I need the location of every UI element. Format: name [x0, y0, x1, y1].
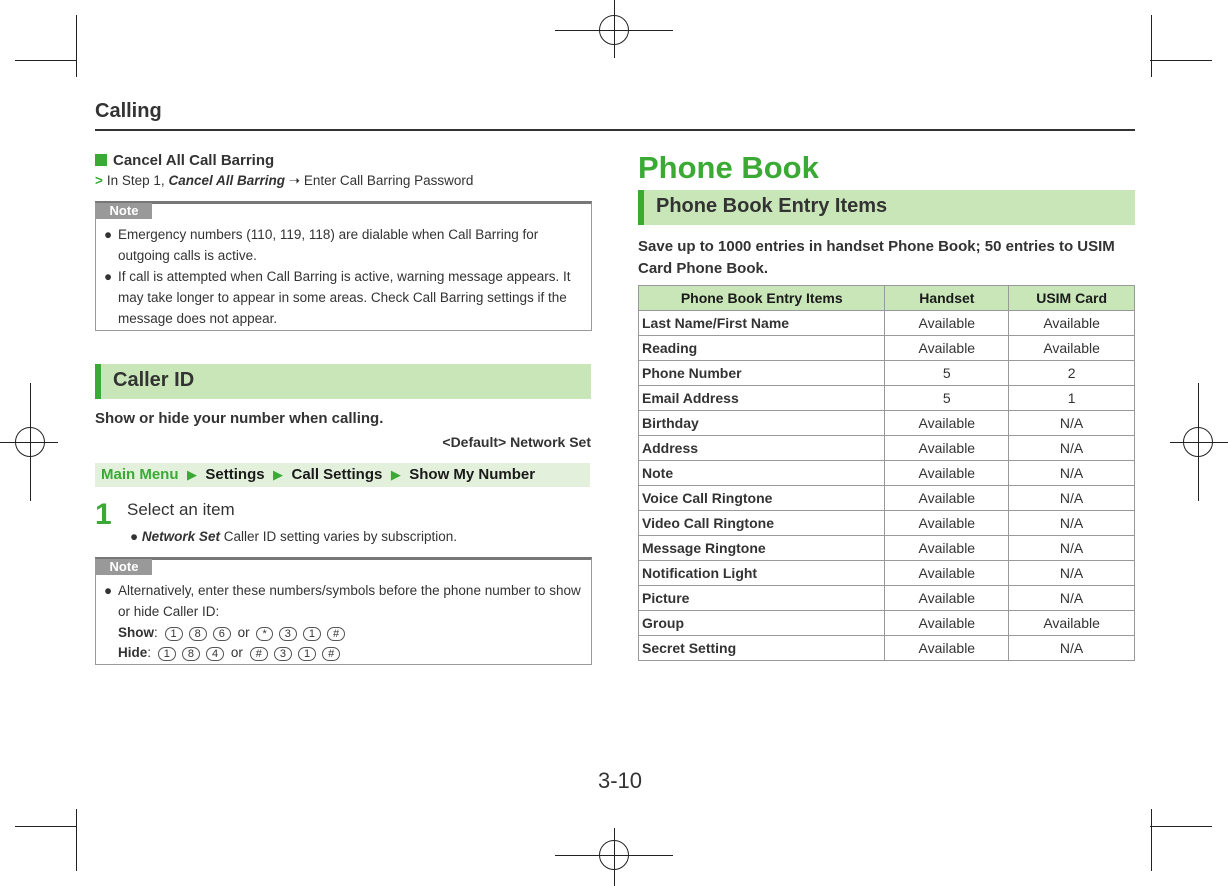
key: 1 [303, 627, 321, 641]
column-header: USIM Card [1009, 286, 1135, 311]
key: 6 [213, 627, 231, 641]
step-text: Select an item [127, 500, 235, 519]
key: * [256, 627, 272, 641]
bullet-icon: ● [104, 269, 113, 284]
note-item: ● Emergency numbers (110, 119, 118) are dialable when Call Barring for outgoing calls is active. [118, 224, 578, 266]
note-item: ● If call is attempted when Call Barring is active, warning message appears. It may take longer to appear in some areas. Check Call Barring settings if the message does not appear. [118, 266, 578, 329]
table-row: Phone Number 5 2 [639, 361, 1135, 386]
key: # [327, 627, 345, 641]
note-label: Note [96, 203, 152, 219]
table-row: Picture Available N/A [639, 586, 1135, 611]
bullet-icon: ● [130, 529, 139, 544]
bullet-icon: ● [104, 227, 113, 242]
key: # [322, 647, 340, 661]
page-title: Phone Book [638, 150, 819, 185]
table-row: Notification Light Available N/A [639, 561, 1135, 586]
phone-book-table [638, 285, 1135, 661]
key: 3 [279, 627, 297, 641]
barring-step: > In Step 1, Cancel All Barring ➝ Enter Call Barring Password [95, 173, 474, 188]
caller-id-intro: Show or hide your number when calling. [95, 410, 384, 427]
section-title: Caller ID [113, 369, 195, 391]
barring-note-box [95, 201, 592, 331]
caller-id-note-box [95, 557, 592, 665]
triangle-right-icon: ▶ [273, 467, 284, 482]
key: 1 [298, 647, 316, 661]
key: 4 [206, 647, 224, 661]
triangle-right-icon: ▶ [390, 467, 401, 482]
key: 1 [165, 627, 183, 641]
phone-book-intro: Save up to 1000 entries in handset Phone Book; 50 entries to USIM Card Phone Book. [638, 238, 1115, 277]
triangle-right-icon: ▶ [186, 467, 197, 482]
table-row: Email Address 5 1 [639, 386, 1135, 411]
phone-book-section-header [638, 190, 1135, 225]
table-row: Birthday Available N/A [639, 411, 1135, 436]
menu-path-item: Settings [205, 466, 265, 483]
table-row: Secret Setting Available N/A [639, 636, 1135, 661]
column-header: Phone Book Entry Items [639, 286, 885, 311]
header-divider [95, 129, 1135, 131]
step-number: 1 [95, 498, 112, 531]
key: 8 [189, 627, 207, 641]
note-item: ● Alternatively, enter these numbers/symbols before the phone number to show or hide Caller ID: [118, 580, 583, 622]
menu-path-root: Main Menu [101, 466, 179, 483]
show-keys-line: Show: 1 8 6 or * 3 1 # [118, 622, 583, 643]
column-header: Handset [885, 286, 1009, 311]
table-row: Message Ringtone Available N/A [639, 536, 1135, 561]
key: # [250, 647, 268, 661]
barring-heading: Cancel All Call Barring [95, 152, 274, 169]
chevron-right-icon: > [95, 173, 103, 188]
caller-id-section-header [95, 364, 591, 399]
default-setting: <Default> Network Set [442, 434, 591, 450]
menu-path [95, 463, 590, 487]
key: 1 [158, 647, 176, 661]
menu-path-item: Show My Number [409, 466, 536, 483]
table-row: Voice Call Ringtone Available N/A [639, 486, 1135, 511]
square-bullet-icon [95, 154, 107, 166]
key: 8 [182, 647, 200, 661]
section-title: Phone Book Entry Items [656, 195, 888, 217]
menu-path-item: Call Settings [291, 466, 383, 483]
table-header-row [639, 286, 1135, 311]
table-row: Reading Available Available [639, 336, 1135, 361]
option-line: ● Network Set Caller ID setting varies by subscription. [130, 529, 458, 544]
page-number: 3-10 [598, 768, 643, 793]
table-row: Address Available N/A [639, 436, 1135, 461]
bullet-icon: ● [104, 583, 113, 598]
table-row: Group Available Available [639, 611, 1135, 636]
hide-keys-line: Hide: 1 8 4 or # 3 1 # [118, 642, 583, 663]
table-row: Video Call Ringtone Available N/A [639, 511, 1135, 536]
key: 3 [274, 647, 292, 661]
table-row: Last Name/First Name Available Available [639, 311, 1135, 336]
note-label: Note [96, 559, 152, 575]
chapter-title: Calling [95, 100, 162, 122]
table-row: Note Available N/A [639, 461, 1135, 486]
